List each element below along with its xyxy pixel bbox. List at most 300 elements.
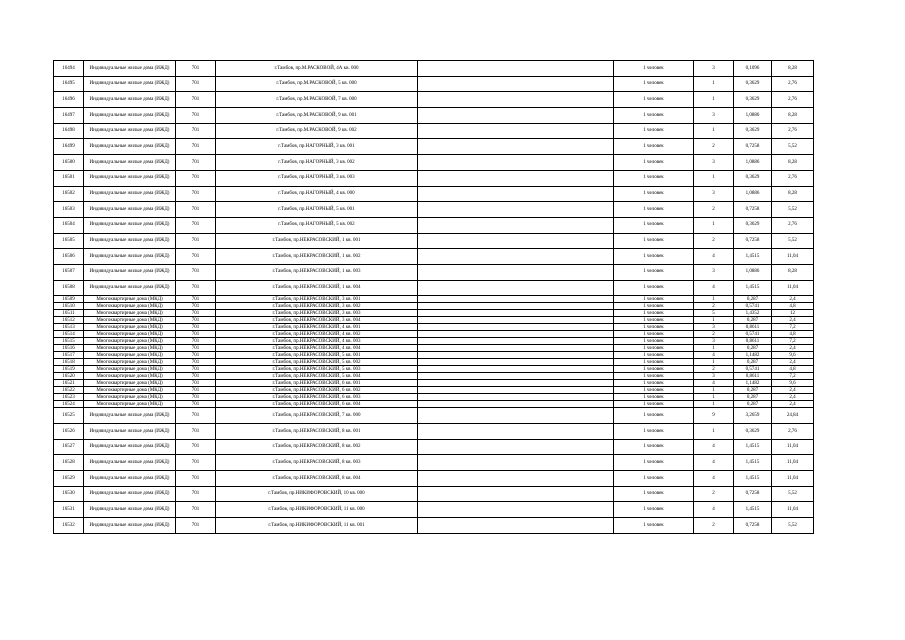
coefficient-cell: 3,2659 [734,408,772,424]
table-row [54,317,814,324]
unit-cell: 1 человек [614,338,694,345]
record-id-cell: 16503 [54,202,84,218]
address-cell: г.Тамбов, пр.НЕКРАСОВСКИЙ, 1 кв. 004 [216,280,418,296]
unit-cell: 1 человек [614,202,694,218]
address-cell: г.Тамбов, пр.НЕКРАСОВСКИЙ, 4 кв. 001 [216,324,418,331]
value-cell: 2,76 [772,424,814,440]
record-id-cell: 16504 [54,217,84,233]
unit-cell: 1 человек [614,401,694,408]
table-row [54,394,814,401]
empty-cell [418,387,614,394]
quantity-cell: 2 [694,303,734,310]
record-id-cell: 16510 [54,303,84,310]
table-body [54,61,814,534]
value-cell: 2,4 [772,317,814,324]
table-row [54,108,814,124]
empty-cell [418,123,614,139]
table-row [54,439,814,455]
address-cell: г.Тамбов, пр.НИКИФОРОВСКИЙ, 11 кв. 001 [216,518,418,534]
table-row [54,280,814,296]
building-type-cell: Индивидуальные жилые дома (ИЖД) [84,202,176,218]
coefficient-cell: 0,5741 [734,366,772,373]
unit-cell: 1 человек [614,296,694,303]
quantity-cell: 3 [694,324,734,331]
service-code-cell: 701 [176,249,216,265]
address-cell: г.Тамбов, пр.НЕКРАСОВСКИЙ, 5 кв. 002 [216,359,418,366]
table-row [54,324,814,331]
record-id-cell: 16532 [54,518,84,534]
address-cell: г.Тамбов, пр.НЕКРАСОВСКИЙ, 4 кв. 002 [216,331,418,338]
service-code-cell: 701 [176,233,216,249]
quantity-cell: 1 [694,424,734,440]
address-cell: г.Тамбов, пр.НАГОРНЫЙ, 3 кв. 001 [216,139,418,155]
unit-cell: 1 человек [614,155,694,171]
unit-cell: 1 человек [614,502,694,518]
service-code-cell: 701 [176,387,216,394]
unit-cell: 1 человек [614,317,694,324]
coefficient-cell: 0,3629 [734,424,772,440]
quantity-cell: 4 [694,471,734,487]
service-code-cell: 701 [176,202,216,218]
building-type-cell: Индивидуальные жилые дома (ИЖД) [84,455,176,471]
record-id-cell: 16505 [54,233,84,249]
empty-cell [418,61,614,77]
building-type-cell: Многоквартирные дома (МКД) [84,303,176,310]
coefficient-cell: 0,3629 [734,123,772,139]
building-type-cell: Многоквартирные дома (МКД) [84,401,176,408]
coefficient-cell: 0,7258 [734,139,772,155]
coefficient-cell: 1,4515 [734,471,772,487]
building-type-cell: Многоквартирные дома (МКД) [84,359,176,366]
coefficient-cell: 0,5741 [734,303,772,310]
record-id-cell: 16522 [54,387,84,394]
building-type-cell: Многоквартирные дома (МКД) [84,324,176,331]
address-cell: г.Тамбов, пр.НЕКРАСОВСКИЙ, 6 кв. 002 [216,387,418,394]
building-type-cell: Индивидуальные жилые дома (ИЖД) [84,502,176,518]
coefficient-cell: 1,1482 [734,380,772,387]
address-cell: г.Тамбов, пр.НЕКРАСОВСКИЙ, 3 кв. 001 [216,296,418,303]
record-id-cell: 16521 [54,380,84,387]
coefficient-cell: 1,1482 [734,352,772,359]
table-row [54,455,814,471]
record-id-cell: 16508 [54,280,84,296]
service-code-cell: 701 [176,123,216,139]
table-row [54,366,814,373]
unit-cell: 1 человек [614,170,694,186]
quantity-cell: 3 [694,61,734,77]
quantity-cell: 3 [694,264,734,280]
service-code-cell: 701 [176,394,216,401]
empty-cell [418,338,614,345]
address-cell: г.Тамбов, пр.НЕКРАСОВСКИЙ, 4 кв. 003 [216,338,418,345]
service-code-cell: 701 [176,502,216,518]
table-row [54,331,814,338]
empty-cell [418,380,614,387]
value-cell: 2,4 [772,296,814,303]
building-type-cell: Индивидуальные жилые дома (ИЖД) [84,155,176,171]
quantity-cell: 5 [694,310,734,317]
value-cell: 24,84 [772,408,814,424]
service-code-cell: 701 [176,455,216,471]
value-cell: 11,04 [772,280,814,296]
unit-cell: 1 человек [614,486,694,502]
building-type-cell: Индивидуальные жилые дома (ИЖД) [84,233,176,249]
quantity-cell: 2 [694,486,734,502]
service-code-cell: 701 [176,518,216,534]
quantity-cell: 1 [694,92,734,108]
quantity-cell: 4 [694,280,734,296]
unit-cell: 1 человек [614,331,694,338]
empty-cell [418,359,614,366]
empty-cell [418,408,614,424]
value-cell: 8,28 [772,155,814,171]
table-row [54,233,814,249]
coefficient-cell: 0,7258 [734,486,772,502]
record-id-cell: 16525 [54,408,84,424]
table-row [54,359,814,366]
table-row [54,186,814,202]
empty-cell [418,170,614,186]
value-cell: 2,76 [772,170,814,186]
quantity-cell: 1 [694,76,734,92]
address-cell: г.Тамбов, пр.НИКИФОРОВСКИЙ, 10 кв. 000 [216,486,418,502]
empty-cell [418,303,614,310]
building-type-cell: Многоквартирные дома (МКД) [84,373,176,380]
unit-cell: 1 человек [614,280,694,296]
value-cell: 7,2 [772,338,814,345]
coefficient-cell: 1,0886 [734,155,772,171]
quantity-cell: 4 [694,352,734,359]
value-cell: 2,76 [772,123,814,139]
unit-cell: 1 человек [614,394,694,401]
record-id-cell: 16520 [54,373,84,380]
table-row [54,387,814,394]
empty-cell [418,76,614,92]
address-cell: г.Тамбов, пр.НЕКРАСОВСКИЙ, 3 кв. 004 [216,317,418,324]
quantity-cell: 1 [694,170,734,186]
record-id-cell: 16528 [54,455,84,471]
address-cell: г.Тамбов, пр.НЕКРАСОВСКИЙ, 6 кв. 001 [216,380,418,387]
address-cell: г.Тамбов, пр.НЕКРАСОВСКИЙ, 8 кв. 004 [216,471,418,487]
service-code-cell: 701 [176,108,216,124]
quantity-cell: 4 [694,249,734,265]
coefficient-cell: 1,4515 [734,249,772,265]
table-row [54,76,814,92]
value-cell: 2,4 [772,359,814,366]
empty-cell [418,249,614,265]
building-type-cell: Многоквартирные дома (МКД) [84,345,176,352]
service-code-cell: 701 [176,380,216,387]
building-type-cell: Индивидуальные жилые дома (ИЖД) [84,280,176,296]
service-code-cell: 701 [176,366,216,373]
service-code-cell: 701 [176,186,216,202]
coefficient-cell: 0,3629 [734,76,772,92]
building-type-cell: Индивидуальные жилые дома (ИЖД) [84,123,176,139]
unit-cell: 1 человек [614,123,694,139]
coefficient-cell: 0,5741 [734,331,772,338]
service-code-cell: 701 [176,439,216,455]
table-row [54,310,814,317]
unit-cell: 1 человек [614,366,694,373]
service-code-cell: 701 [176,170,216,186]
service-code-cell: 701 [176,324,216,331]
unit-cell: 1 человек [614,387,694,394]
value-cell: 11,04 [772,439,814,455]
service-code-cell: 701 [176,296,216,303]
record-id-cell: 16516 [54,345,84,352]
coefficient-cell: 1,0886 [734,108,772,124]
unit-cell: 1 человек [614,518,694,534]
empty-cell [418,155,614,171]
unit-cell: 1 человек [614,61,694,77]
empty-cell [418,373,614,380]
unit-cell: 1 человек [614,439,694,455]
unit-cell: 1 человек [614,380,694,387]
coefficient-cell: 0,3629 [734,92,772,108]
unit-cell: 1 человек [614,471,694,487]
record-id-cell: 16494 [54,61,84,77]
record-id-cell: 16498 [54,123,84,139]
address-cell: г.Тамбов, пр.НАГОРНЫЙ, 5 кв. 002 [216,217,418,233]
service-code-cell: 701 [176,401,216,408]
address-cell: г.Тамбов, пр.М.РАСКОВОЙ, 9 кв. 001 [216,108,418,124]
service-code-cell: 701 [176,345,216,352]
empty-cell [418,518,614,534]
record-id-cell: 16502 [54,186,84,202]
service-code-cell: 701 [176,373,216,380]
value-cell: 7,2 [772,324,814,331]
building-type-cell: Многоквартирные дома (МКД) [84,366,176,373]
address-cell: г.Тамбов, пр.НЕКРАСОВСКИЙ, 3 кв. 002 [216,303,418,310]
record-id-cell: 16530 [54,486,84,502]
unit-cell: 1 человек [614,455,694,471]
service-code-cell: 701 [176,338,216,345]
quantity-cell: 1 [694,394,734,401]
table-row [54,264,814,280]
service-code-cell: 701 [176,424,216,440]
service-code-cell: 701 [176,61,216,77]
quantity-cell: 1 [694,296,734,303]
record-id-cell: 16509 [54,296,84,303]
empty-cell [418,108,614,124]
building-type-cell: Индивидуальные жилые дома (ИЖД) [84,249,176,265]
quantity-cell: 2 [694,139,734,155]
address-cell: г.Тамбов, пр.М.РАСКОВОЙ, 4А кв. 000 [216,61,418,77]
unit-cell: 1 человек [614,352,694,359]
coefficient-cell: 1,4515 [734,502,772,518]
address-cell: г.Тамбов, пр.НАГОРНЫЙ, 4 кв. 000 [216,186,418,202]
record-id-cell: 16514 [54,331,84,338]
address-cell: г.Тамбов, пр.НЕКРАСОВСКИЙ, 5 кв. 004 [216,373,418,380]
value-cell: 2,76 [772,92,814,108]
coefficient-cell: 0,287 [734,401,772,408]
value-cell: 5,52 [772,139,814,155]
address-cell: г.Тамбов, пр.М.РАСКОВОЙ, 5 кв. 000 [216,76,418,92]
unit-cell: 1 человек [614,345,694,352]
value-cell: 2,76 [772,217,814,233]
address-cell: г.Тамбов, пр.НАГОРНЫЙ, 5 кв. 001 [216,202,418,218]
table-row [54,502,814,518]
address-cell: г.Тамбов, пр.НЕКРАСОВСКИЙ, 8 кв. 003 [216,455,418,471]
table-row [54,424,814,440]
building-type-cell: Многоквартирные дома (МКД) [84,310,176,317]
coefficient-cell: 1,4515 [734,280,772,296]
table-row [54,139,814,155]
building-type-cell: Индивидуальные жилые дома (ИЖД) [84,76,176,92]
table-row [54,155,814,171]
value-cell: 5,52 [772,202,814,218]
record-id-cell: 16523 [54,394,84,401]
service-code-cell: 701 [176,331,216,338]
unit-cell: 1 человек [614,373,694,380]
unit-cell: 1 человек [614,264,694,280]
coefficient-cell: 0,3629 [734,170,772,186]
quantity-cell: 3 [694,108,734,124]
value-cell: 11,04 [772,455,814,471]
empty-cell [418,217,614,233]
address-cell: г.Тамбов, пр.НЕКРАСОВСКИЙ, 6 кв. 003 [216,394,418,401]
record-id-cell: 16512 [54,317,84,324]
coefficient-cell: 1,4515 [734,439,772,455]
quantity-cell: 9 [694,408,734,424]
value-cell: 4,8 [772,303,814,310]
building-type-cell: Многоквартирные дома (МКД) [84,394,176,401]
value-cell: 11,04 [772,471,814,487]
table-row [54,92,814,108]
building-type-cell: Многоквартирные дома (МКД) [84,338,176,345]
quantity-cell: 3 [694,373,734,380]
record-id-cell: 16500 [54,155,84,171]
service-code-cell: 701 [176,486,216,502]
address-cell: г.Тамбов, пр.М.РАСКОВОЙ, 9 кв. 002 [216,123,418,139]
service-code-cell: 701 [176,264,216,280]
unit-cell: 1 человек [614,324,694,331]
building-type-cell: Индивидуальные жилые дома (ИЖД) [84,486,176,502]
table-row [54,249,814,265]
empty-cell [418,331,614,338]
building-type-cell: Индивидуальные жилые дома (ИЖД) [84,264,176,280]
coefficient-cell: 0,7258 [734,202,772,218]
address-cell: г.Тамбов, пр.НЕКРАСОВСКИЙ, 8 кв. 002 [216,439,418,455]
building-type-cell: Индивидуальные жилые дома (ИЖД) [84,170,176,186]
coefficient-cell: 0,1096 [734,61,772,77]
building-type-cell: Индивидуальные жилые дома (ИЖД) [84,108,176,124]
empty-cell [418,280,614,296]
coefficient-cell: 0,287 [734,345,772,352]
table-row [54,123,814,139]
quantity-cell: 4 [694,439,734,455]
record-id-cell: 16496 [54,92,84,108]
coefficient-cell: 1,0886 [734,264,772,280]
record-id-cell: 16518 [54,359,84,366]
empty-cell [418,424,614,440]
table-row [54,170,814,186]
table-row [54,486,814,502]
empty-cell [418,310,614,317]
coefficient-cell: 0,7258 [734,518,772,534]
building-type-cell: Многоквартирные дома (МКД) [84,352,176,359]
table-row [54,518,814,534]
table-row [54,380,814,387]
building-type-cell: Индивидуальные жилые дома (ИЖД) [84,471,176,487]
coefficient-cell: 0,8611 [734,324,772,331]
unit-cell: 1 человек [614,303,694,310]
quantity-cell: 3 [694,186,734,202]
table-row [54,202,814,218]
building-type-cell: Индивидуальные жилые дома (ИЖД) [84,61,176,77]
empty-cell [418,264,614,280]
value-cell: 2,4 [772,387,814,394]
value-cell: 9,6 [772,380,814,387]
quantity-cell: 1 [694,217,734,233]
value-cell: 2,4 [772,394,814,401]
table-row [54,373,814,380]
record-id-cell: 16526 [54,424,84,440]
value-cell: 4,8 [772,331,814,338]
building-type-cell: Многоквартирные дома (МКД) [84,380,176,387]
service-code-cell: 701 [176,352,216,359]
address-cell: г.Тамбов, пр.НЕКРАСОВСКИЙ, 6 кв. 004 [216,401,418,408]
unit-cell: 1 человек [614,186,694,202]
service-code-cell: 701 [176,217,216,233]
quantity-cell: 1 [694,123,734,139]
record-id-cell: 16515 [54,338,84,345]
coefficient-cell: 1,4515 [734,455,772,471]
record-id-cell: 16519 [54,366,84,373]
address-cell: г.Тамбов, пр.НЕКРАСОВСКИЙ, 5 кв. 001 [216,352,418,359]
unit-cell: 1 человек [614,249,694,265]
empty-cell [418,296,614,303]
coefficient-cell: 0,3629 [734,217,772,233]
building-type-cell: Многоквартирные дома (МКД) [84,387,176,394]
address-cell: г.Тамбов, пр.НЕКРАСОВСКИЙ, 3 кв. 003 [216,310,418,317]
service-code-cell: 701 [176,155,216,171]
record-id-cell: 16507 [54,264,84,280]
quantity-cell: 4 [694,455,734,471]
unit-cell: 1 человек [614,359,694,366]
address-cell: г.Тамбов, пр.М.РАСКОВОЙ, 7 кв. 000 [216,92,418,108]
unit-cell: 1 человек [614,217,694,233]
address-cell: г.Тамбов, пр.НЕКРАСОВСКИЙ, 1 кв. 002 [216,249,418,265]
value-cell: 9,6 [772,352,814,359]
coefficient-cell: 1,4352 [734,310,772,317]
building-type-cell: Индивидуальные жилые дома (ИЖД) [84,217,176,233]
table-row [54,296,814,303]
unit-cell: 1 человек [614,92,694,108]
empty-cell [418,345,614,352]
record-id-cell: 16524 [54,401,84,408]
record-id-cell: 16511 [54,310,84,317]
value-cell: 8,28 [772,186,814,202]
building-type-cell: Индивидуальные жилые дома (ИЖД) [84,186,176,202]
coefficient-cell: 0,287 [734,359,772,366]
table-row [54,338,814,345]
service-code-cell: 701 [176,92,216,108]
address-cell: г.Тамбов, пр.НАГОРНЫЙ, 3 кв. 002 [216,155,418,171]
unit-cell: 1 человек [614,310,694,317]
quantity-cell: 1 [694,387,734,394]
building-type-cell: Индивидуальные жилые дома (ИЖД) [84,408,176,424]
building-type-cell: Индивидуальные жилые дома (ИЖД) [84,92,176,108]
coefficient-cell: 0,287 [734,296,772,303]
coefficient-cell: 0,7258 [734,233,772,249]
value-cell: 5,52 [772,518,814,534]
quantity-cell: 2 [694,233,734,249]
unit-cell: 1 человек [614,76,694,92]
table-row [54,408,814,424]
table-row [54,352,814,359]
service-code-cell: 701 [176,359,216,366]
